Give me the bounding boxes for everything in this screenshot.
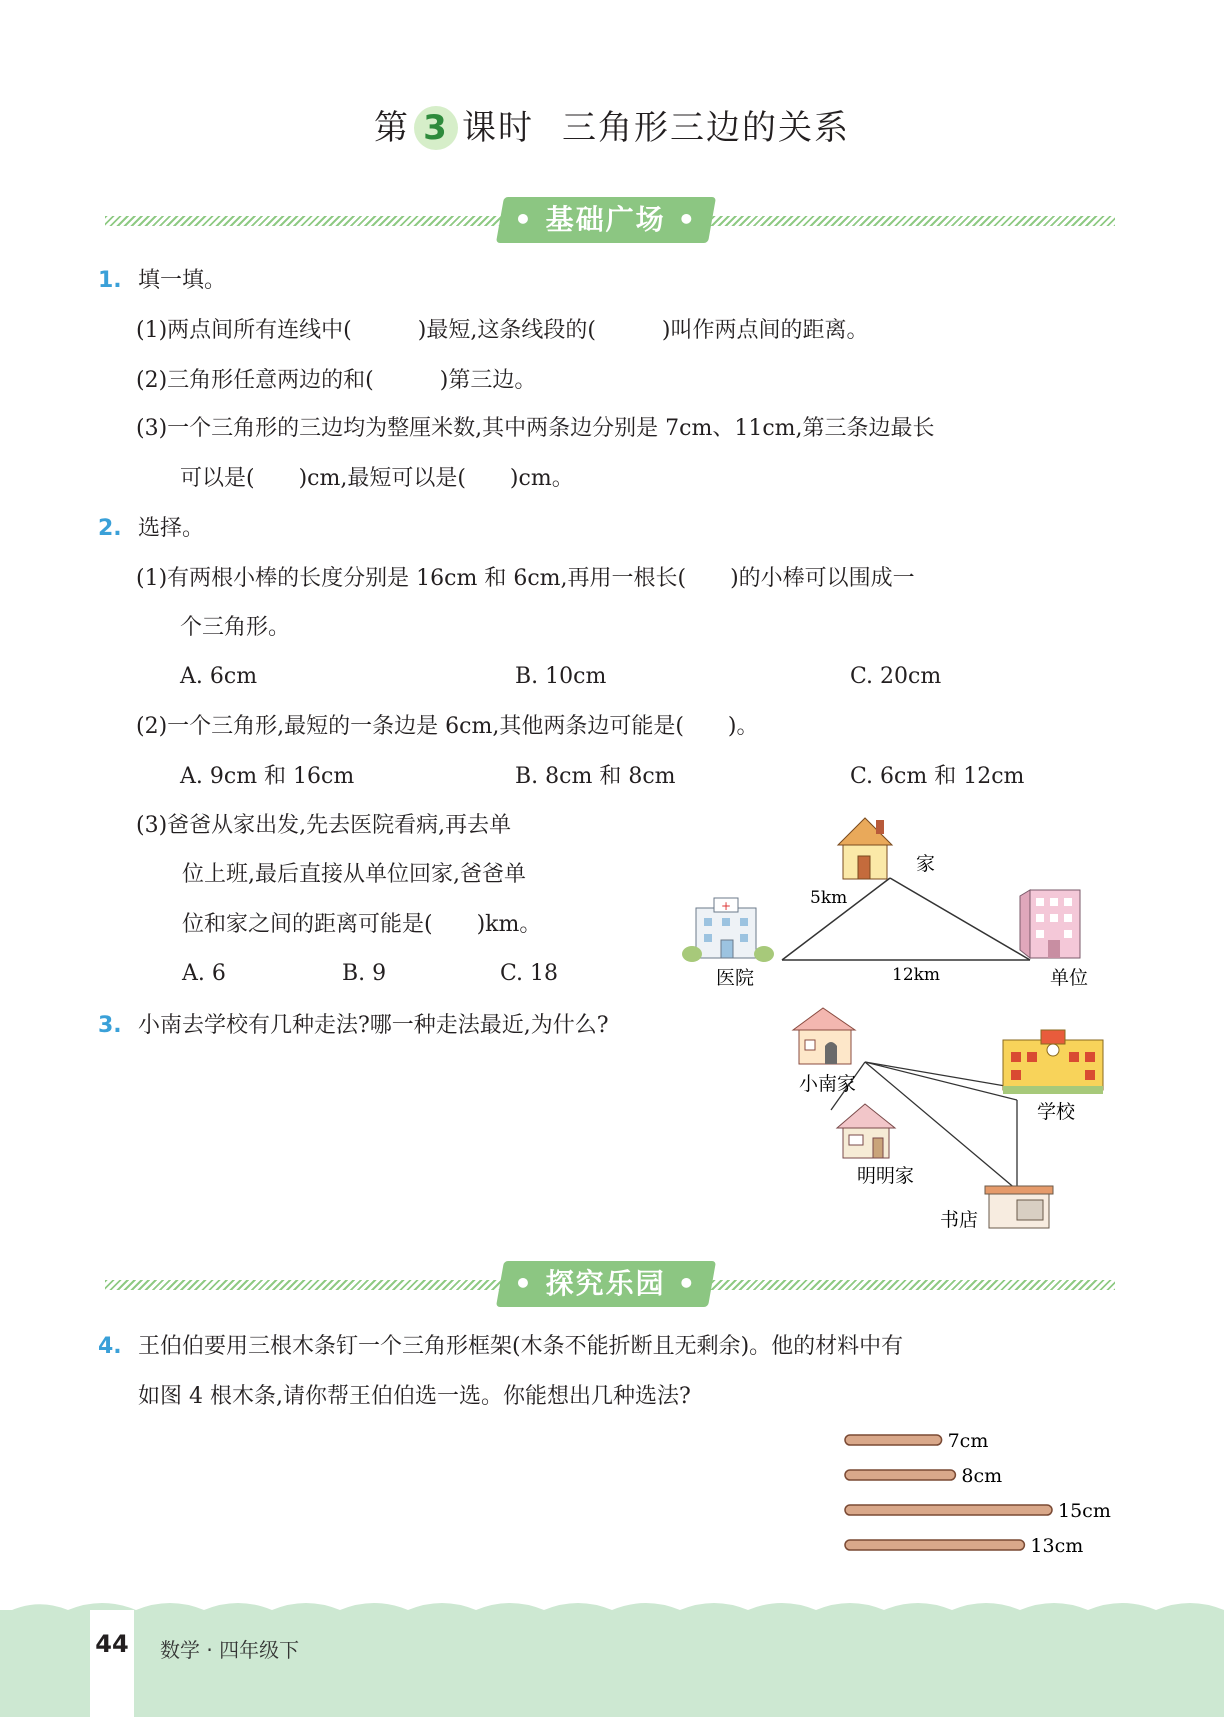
q2-number: 2. xyxy=(98,516,122,541)
mingming-home-label: 明明家 xyxy=(857,1165,915,1187)
title-suffix: 课时 xyxy=(462,108,534,148)
q3-number: 3. xyxy=(98,1013,122,1038)
xiaonan-home-icon xyxy=(793,1008,855,1064)
home-label: 家 xyxy=(916,853,936,875)
stick-length-label: 13cm xyxy=(1030,1535,1084,1557)
page-title xyxy=(0,100,1224,150)
bookstore-label: 书店 xyxy=(940,1209,979,1231)
office-building-icon xyxy=(1020,890,1080,958)
work-label: 单位 xyxy=(1050,967,1089,989)
q1-sub3-line1: (3)一个三角形的三边均为整厘米数,其中两条边分别是 7cm、11cm,第三条边最长 xyxy=(136,416,935,441)
svg-text:+: + xyxy=(720,899,732,913)
wooden-stick xyxy=(845,1435,942,1445)
wooden-stick xyxy=(845,1540,1024,1550)
title-topic: 三角形三边的关系 xyxy=(562,108,850,148)
lesson-number: 3 xyxy=(414,106,458,150)
stick-length-label: 15cm xyxy=(1058,1500,1111,1522)
q3-stem: 小南去学校有几种走法?哪一种走法最近,为什么? xyxy=(138,1013,609,1038)
footer-band xyxy=(0,1610,1224,1717)
footer-wave xyxy=(0,1596,1224,1616)
page-number-tab xyxy=(90,1610,134,1717)
q2-sub2: (2)一个三角形,最短的一条边是 6cm,其他两条边可能是( )。 xyxy=(136,714,759,739)
q2-sub2-option-a: A. 9cm 和 16cm xyxy=(180,764,355,789)
q2-sub3-line1: (3)爸爸从家出发,先去医院看病,再去单 xyxy=(136,813,512,838)
section-badge-explore: • 探究乐园 • xyxy=(496,1261,716,1307)
wooden-sticks-figure xyxy=(835,1420,1125,1560)
hospital-label: 医院 xyxy=(716,967,755,989)
stick-length-label: 8cm xyxy=(961,1465,1003,1487)
page-number: 44 xyxy=(95,1630,129,1658)
section-badge-basic: • 基础广场 • xyxy=(496,197,716,243)
q1-sub1: (1)两点间所有连线中( )最短,这条线段的( )叫作两点间的距离。 xyxy=(136,318,869,343)
hospital-icon xyxy=(682,898,774,962)
q1-sub3-line2: 可以是( )cm,最短可以是( )cm。 xyxy=(180,466,574,491)
home-icon xyxy=(838,818,892,879)
triangle-distance-figure xyxy=(680,800,1120,990)
school-icon xyxy=(1003,1030,1103,1094)
q1-stem: 填一填。 xyxy=(138,268,227,293)
q2-stem: 选择。 xyxy=(138,516,205,541)
q2-sub3-option-a: A. 6 xyxy=(182,961,226,986)
wooden-stick xyxy=(845,1470,955,1480)
xiaonan-home-label: 小南家 xyxy=(799,1073,857,1095)
q2-sub1-line1: (1)有两根小棒的长度分别是 16cm 和 6cm,再用一根长( )的小棒可以围成一 xyxy=(136,566,915,591)
q4-line1: 王伯伯要用三根木条钉一个三角形框架(木条不能折断且无剩余)。他的材料中有 xyxy=(138,1334,904,1359)
wooden-stick xyxy=(845,1505,1052,1515)
q2-sub2-option-c: C. 6cm 和 12cm xyxy=(850,764,1025,789)
q2-sub1-option-a: A. 6cm xyxy=(180,664,258,689)
distance-hospital-work: 12km xyxy=(892,965,941,985)
q2-sub2-option-b: B. 8cm 和 8cm xyxy=(515,764,676,789)
q1-sub2: (2)三角形任意两边的和( )第三边。 xyxy=(136,368,537,393)
route-map-figure xyxy=(785,1000,1125,1240)
q2-sub3-option-b: B. 9 xyxy=(342,961,387,986)
title-prefix: 第 xyxy=(374,108,410,148)
bookstore-icon xyxy=(985,1186,1053,1228)
distance-home-hospital: 5km xyxy=(810,888,848,908)
q2-sub1-option-c: C. 20cm xyxy=(850,664,942,689)
stick-length-label: 7cm xyxy=(947,1430,989,1452)
q2-sub1-line2: 个三角形。 xyxy=(180,615,291,640)
q2-sub3-line3: 位和家之间的距离可能是( )km。 xyxy=(182,912,542,937)
q2-sub1-option-b: B. 10cm xyxy=(515,664,607,689)
q4-number: 4. xyxy=(98,1334,122,1359)
q1-number: 1. xyxy=(98,268,122,293)
q2-sub3-line2: 位上班,最后直接从单位回家,爸爸单 xyxy=(182,862,526,887)
school-label: 学校 xyxy=(1037,1101,1076,1123)
q2-sub3-option-c: C. 18 xyxy=(500,961,559,986)
q4-line2: 如图 4 根木条,请你帮王伯伯选一选。你能想出几种选法? xyxy=(138,1384,691,1409)
mingming-home-icon xyxy=(837,1104,895,1158)
book-title: 数学 · 四年级下 xyxy=(160,1638,300,1662)
